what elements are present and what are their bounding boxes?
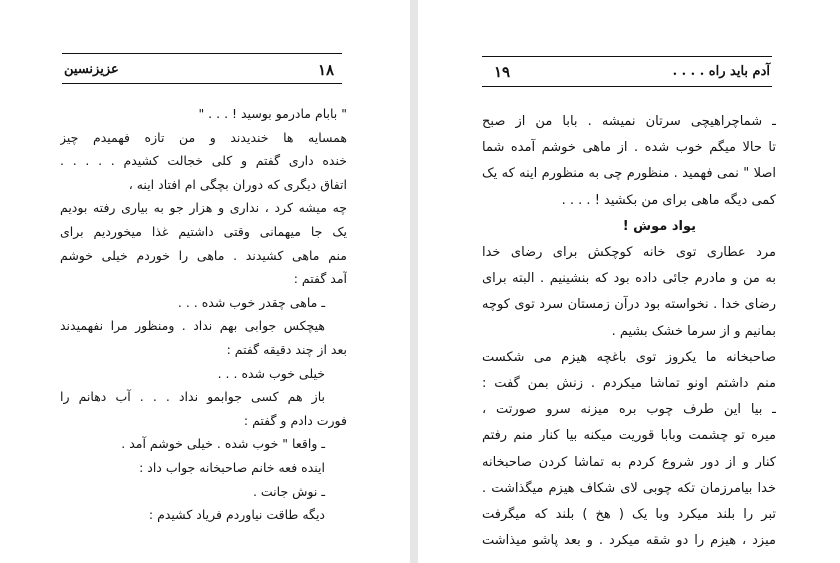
page-number: ۱۹ [494, 63, 511, 81]
text-line: خنده داری گفتم و کلی خجالت کشیدم . . . . . [60, 153, 347, 169]
text-line: ـ شماچراهیچی سرتان نمیشه . بابا من از صبح [482, 114, 776, 129]
header-rule-bottom [482, 86, 772, 87]
text-line: کمی دیگه ماهی برای من بکشید ! . . . . [561, 192, 776, 208]
right-page-body [482, 109, 776, 554]
text-line: خیلی خوب شده . . . [217, 365, 325, 381]
text-line: بمانیم و از سرما خشک بشیم . [611, 323, 776, 339]
header-rule-bottom [62, 83, 342, 84]
text-line: میره تو چشمت وبابا قوریت میکنه بیا کنار منم رفتم [482, 428, 776, 444]
text-line: ـ ماهی چقدر خوب شده . . . [177, 294, 325, 310]
header-rule-top [482, 56, 772, 57]
section-subheading: یواد موش ! [622, 218, 696, 234]
text-line: دیگه طاقت نیاوردم فریاد کشیدم : [148, 507, 325, 523]
text-line: به من و مادرم جائی داده بود که بنشینیم . البته برای [482, 271, 776, 287]
left-page-body [60, 102, 347, 527]
text-line: کنار و از دور شروع کردم به تماشا کردن صاحبخانه [482, 454, 776, 470]
text-line: خدا بیامرزمان تکه چوبی لای شکاف هیزم میگذاشت . [482, 480, 776, 496]
page-number: ۱۸ [318, 61, 335, 79]
text-line: همسایه ها خندیدند و من تازه فهمیدم چیز [60, 129, 347, 145]
running-title: آدم باید راه . . . . [672, 64, 770, 79]
text-line: تا حالا میگم خوب شده . از ماهی خوشم آمده شما [482, 140, 776, 156]
header-rule-top [62, 53, 342, 54]
text-line: تبر را بلند میکرد وبا یک ( هخ ) بلند که میگرفت [482, 507, 776, 523]
text-line: میزد ، هیزم را دو شقه میکرد . و بعد پاشو میذاشت [482, 533, 776, 549]
text-line: مرد عطاری توی خانه کوچکش برای رضای خدا [482, 245, 776, 261]
text-line: هیچکس جوابی بهم نداد . ومنظور مرا نفهمیدند [60, 318, 325, 334]
text-line: باز هم کسی جوابمو نداد . . . آب دهانم را [60, 389, 325, 405]
text-line: ـ نوش جانت . [252, 483, 325, 499]
text-line: اینده فعه خانم صاحبخانه جواب داد : [139, 459, 325, 475]
text-line: ـ بیا این طرف چوب بره میزنه سرو صورتت ، [482, 402, 776, 418]
text-line: آمد گفتم : [293, 271, 347, 287]
text-line: صاحبخانه ما یکروز توی باغچه هیزم می شکست [482, 349, 776, 365]
text-line: اصلا " نمی فهمید . منظورم چی به منظورم اینه که یک [482, 166, 776, 182]
text-line: منم ماهی کشیدند . ماهی را خوردم خیلی خوشم [60, 247, 347, 263]
text-line: چه میشه کرد ، نداری و هزار جو به بیاری رفته بودیم [60, 200, 347, 216]
text-line: فورت دادم و گفتم : [243, 412, 347, 428]
running-title: عزیزنسین [64, 62, 119, 77]
left-page [0, 0, 410, 563]
text-line: رضای خدا . نخواسته بود درآن زمستان سرد توی کوچه [482, 297, 776, 313]
right-page [418, 0, 840, 563]
text-line: بعد از چند دقیقه گفتم : [226, 341, 347, 357]
text-line: اتفاق دیگری که دوران بچگی ام افتاد اینه ، [128, 176, 347, 192]
text-line: یک جا میهمانی وقتی داشتیم غذا میخوردیم برای [60, 223, 347, 239]
text-line: منم داشتم اونو تماشا میکردم . زنش بمن گفت : [482, 376, 776, 392]
text-line: " بابام مادرمو بوسید ! . . . " [198, 106, 347, 121]
text-line: ـ واقعا " خوب شده . خیلی خوشم آمد . [121, 436, 325, 452]
